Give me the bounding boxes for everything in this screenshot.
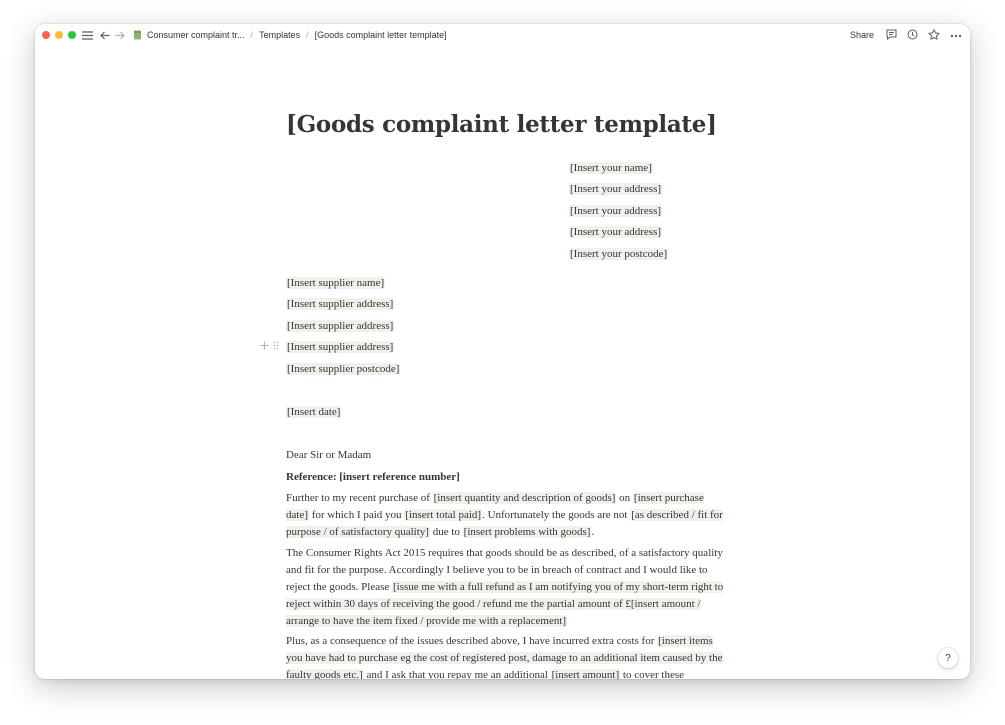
add-block-icon[interactable] (260, 341, 269, 353)
drag-handle-icon[interactable] (273, 341, 279, 353)
close-window-button[interactable] (42, 31, 50, 39)
supplier-name-line[interactable]: [Insert supplier name] (287, 277, 385, 289)
menu-icon[interactable] (81, 27, 93, 43)
page-title[interactable]: [Goods complaint letter template] (286, 111, 717, 138)
app-window (35, 24, 970, 679)
share-button[interactable]: Share (849, 30, 874, 40)
minimize-window-button[interactable] (55, 31, 63, 39)
page-emoji-icon (132, 27, 142, 43)
sender-name-line[interactable]: [Insert your name] (570, 162, 652, 174)
sender-address-line[interactable]: [Insert your address] (570, 183, 662, 195)
paragraph-purchase[interactable]: Further to my recent purchase of [insert quantity and description of goods] on [insert purchase date] for which I paid you [insert total paid]. Unfortunately the goods are not [as described / fit for purpose / of satisfactory quality] due to [insert problems with goods]. (286, 492, 723, 538)
breadcrumb-item-current-page[interactable]: [Goods complaint letter template] (314, 30, 447, 40)
salutation[interactable]: Dear Sir or Madam (286, 449, 372, 461)
title-bar (35, 24, 970, 46)
supplier-postcode-line[interactable]: [Insert supplier postcode] (287, 363, 400, 375)
breadcrumb-separator: / (306, 30, 309, 40)
breadcrumb (147, 27, 447, 43)
sender-postcode-line[interactable]: [Insert your postcode] (570, 248, 668, 260)
help-button[interactable]: ? (938, 648, 958, 668)
star-icon[interactable] (928, 29, 940, 42)
back-arrow-icon[interactable] (99, 27, 111, 43)
clock-history-icon[interactable] (907, 29, 918, 42)
supplier-address-line[interactable]: [Insert supplier address] (287, 298, 394, 310)
sender-address-line[interactable]: [Insert your address] (570, 205, 662, 217)
breadcrumb-separator: / (250, 30, 254, 40)
sender-address-line[interactable]: [Insert your address] (570, 226, 662, 238)
more-icon[interactable] (950, 30, 962, 40)
reference-line[interactable]: Reference: [insert reference number] (286, 471, 460, 483)
supplier-address-line[interactable]: [Insert supplier address] (287, 320, 394, 332)
paragraph-consumer-rights[interactable]: The Consumer Rights Act 2015 requires that goods should be as described, of a satisfactory quality and fit for the purpose. Accordingly I believe you to be in breach of contract and I would like to reject the goods. Please [issue me with a full refund as I am notifying you of my short-term right to reject within 30 days of receiving the good / refund me the partial amount of £[insert amount / arrange to have the item fixed / provide me with a replacement] (286, 547, 724, 627)
date-line[interactable]: [Insert date] (287, 406, 341, 418)
zoom-window-button[interactable] (68, 31, 76, 39)
paragraph-extra-costs[interactable]: Plus, as a consequence of the issues described above, I have incurred extra costs for [insert items you have had to purchase eg the cost of registered post, damage to an additional item caused by the faulty goods etc.] and I ask that you repay me an additional [insert amount] to cover these (286, 635, 723, 679)
toolbar-actions (850, 27, 962, 43)
supplier-address-line[interactable]: [Insert supplier address] (287, 341, 394, 353)
comment-icon[interactable] (886, 29, 897, 42)
forward-arrow-icon[interactable] (114, 27, 126, 43)
breadcrumb-item-workspace[interactable]: Consumer complaint tr... (147, 30, 245, 40)
breadcrumb-item-templates[interactable]: Templates (259, 30, 301, 40)
block-handle (260, 341, 279, 353)
